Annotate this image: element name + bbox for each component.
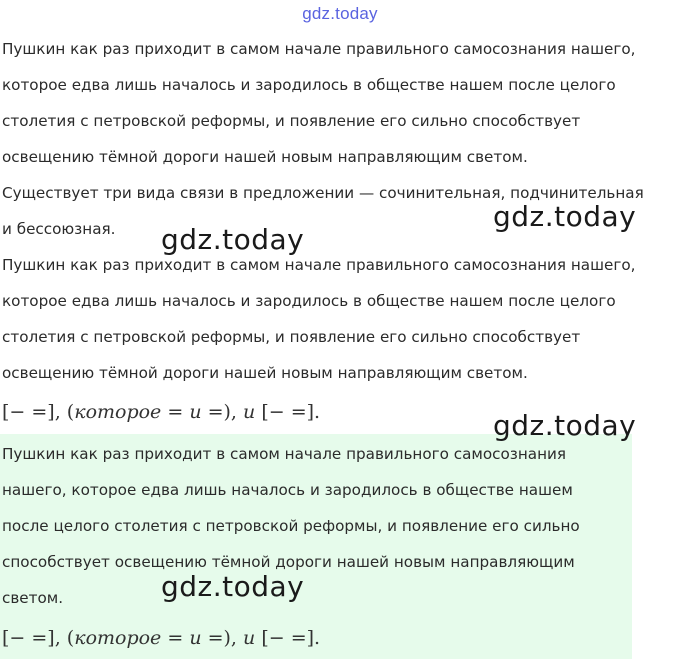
- watermark: gdz.today: [493, 409, 637, 442]
- scheme-part: =),: [201, 627, 237, 649]
- text-line: Пушкин как раз приходит в самом начале правильного самосознания: [2, 445, 567, 463]
- text-line: освещению тёмной дороги нашей новым направляющим светом.: [2, 148, 528, 166]
- scheme-part: [− =].: [255, 627, 321, 649]
- text-line: которое едва лишь началось и зародилось в обществе нашем после целого: [2, 76, 616, 94]
- text-line: столетия с петровской реформы, и появление его сильно способствует: [2, 328, 581, 346]
- sentence-scheme-answer: [2, 627, 320, 649]
- paragraph-pushkin-repeat: [2, 247, 635, 391]
- scheme-part: (: [66, 627, 75, 649]
- scheme-part: [− =],: [2, 401, 61, 423]
- scheme-part: и: [243, 401, 256, 423]
- text-line: Существует три вида связи в предложении — сочинительная, подчинительная: [2, 184, 644, 202]
- scheme-part: =),: [201, 401, 237, 423]
- paragraph-pushkin-text: [2, 31, 635, 175]
- scheme-part: =: [161, 401, 190, 423]
- text-line: способствует освещению тёмной дороги нашей новым направляющим: [2, 553, 575, 571]
- text-line: Пушкин как раз приходит в самом начале правильного самосознания нашего,: [2, 256, 636, 274]
- scheme-part: и: [189, 627, 202, 649]
- watermark: gdz.today: [493, 200, 637, 233]
- text-line: нашего, которое едва лишь началось и зародилось в обществе нашем: [2, 481, 573, 499]
- text-line: светом.: [2, 589, 64, 607]
- scheme-part: (: [66, 401, 75, 423]
- text-line: и бессоюзная.: [2, 220, 116, 238]
- scheme-part: [− =],: [2, 627, 61, 649]
- text-line: столетия с петровской реформы, и появление его сильно способствует: [2, 112, 581, 130]
- watermark: gdz.today: [161, 223, 305, 256]
- text-line: которое едва лишь началось и зародилось в обществе нашем после целого: [2, 292, 616, 310]
- scheme-part: которое: [74, 401, 162, 423]
- scheme-part: и: [243, 627, 256, 649]
- site-logo[interactable]: gdz.today: [302, 4, 378, 23]
- sentence-scheme: [2, 401, 320, 423]
- scheme-part: =: [161, 627, 190, 649]
- scheme-part: которое: [74, 627, 162, 649]
- scheme-part: [− =].: [255, 401, 321, 423]
- watermark: gdz.today: [161, 570, 305, 603]
- text-line: освещению тёмной дороги нашей новым направляющим светом.: [2, 364, 528, 382]
- text-line: после целого столетия с петровской реформы, и появление его сильно: [2, 517, 580, 535]
- text-line: Пушкин как раз приходит в самом начале правильного самосознания нашего,: [2, 40, 636, 58]
- scheme-part: и: [189, 401, 202, 423]
